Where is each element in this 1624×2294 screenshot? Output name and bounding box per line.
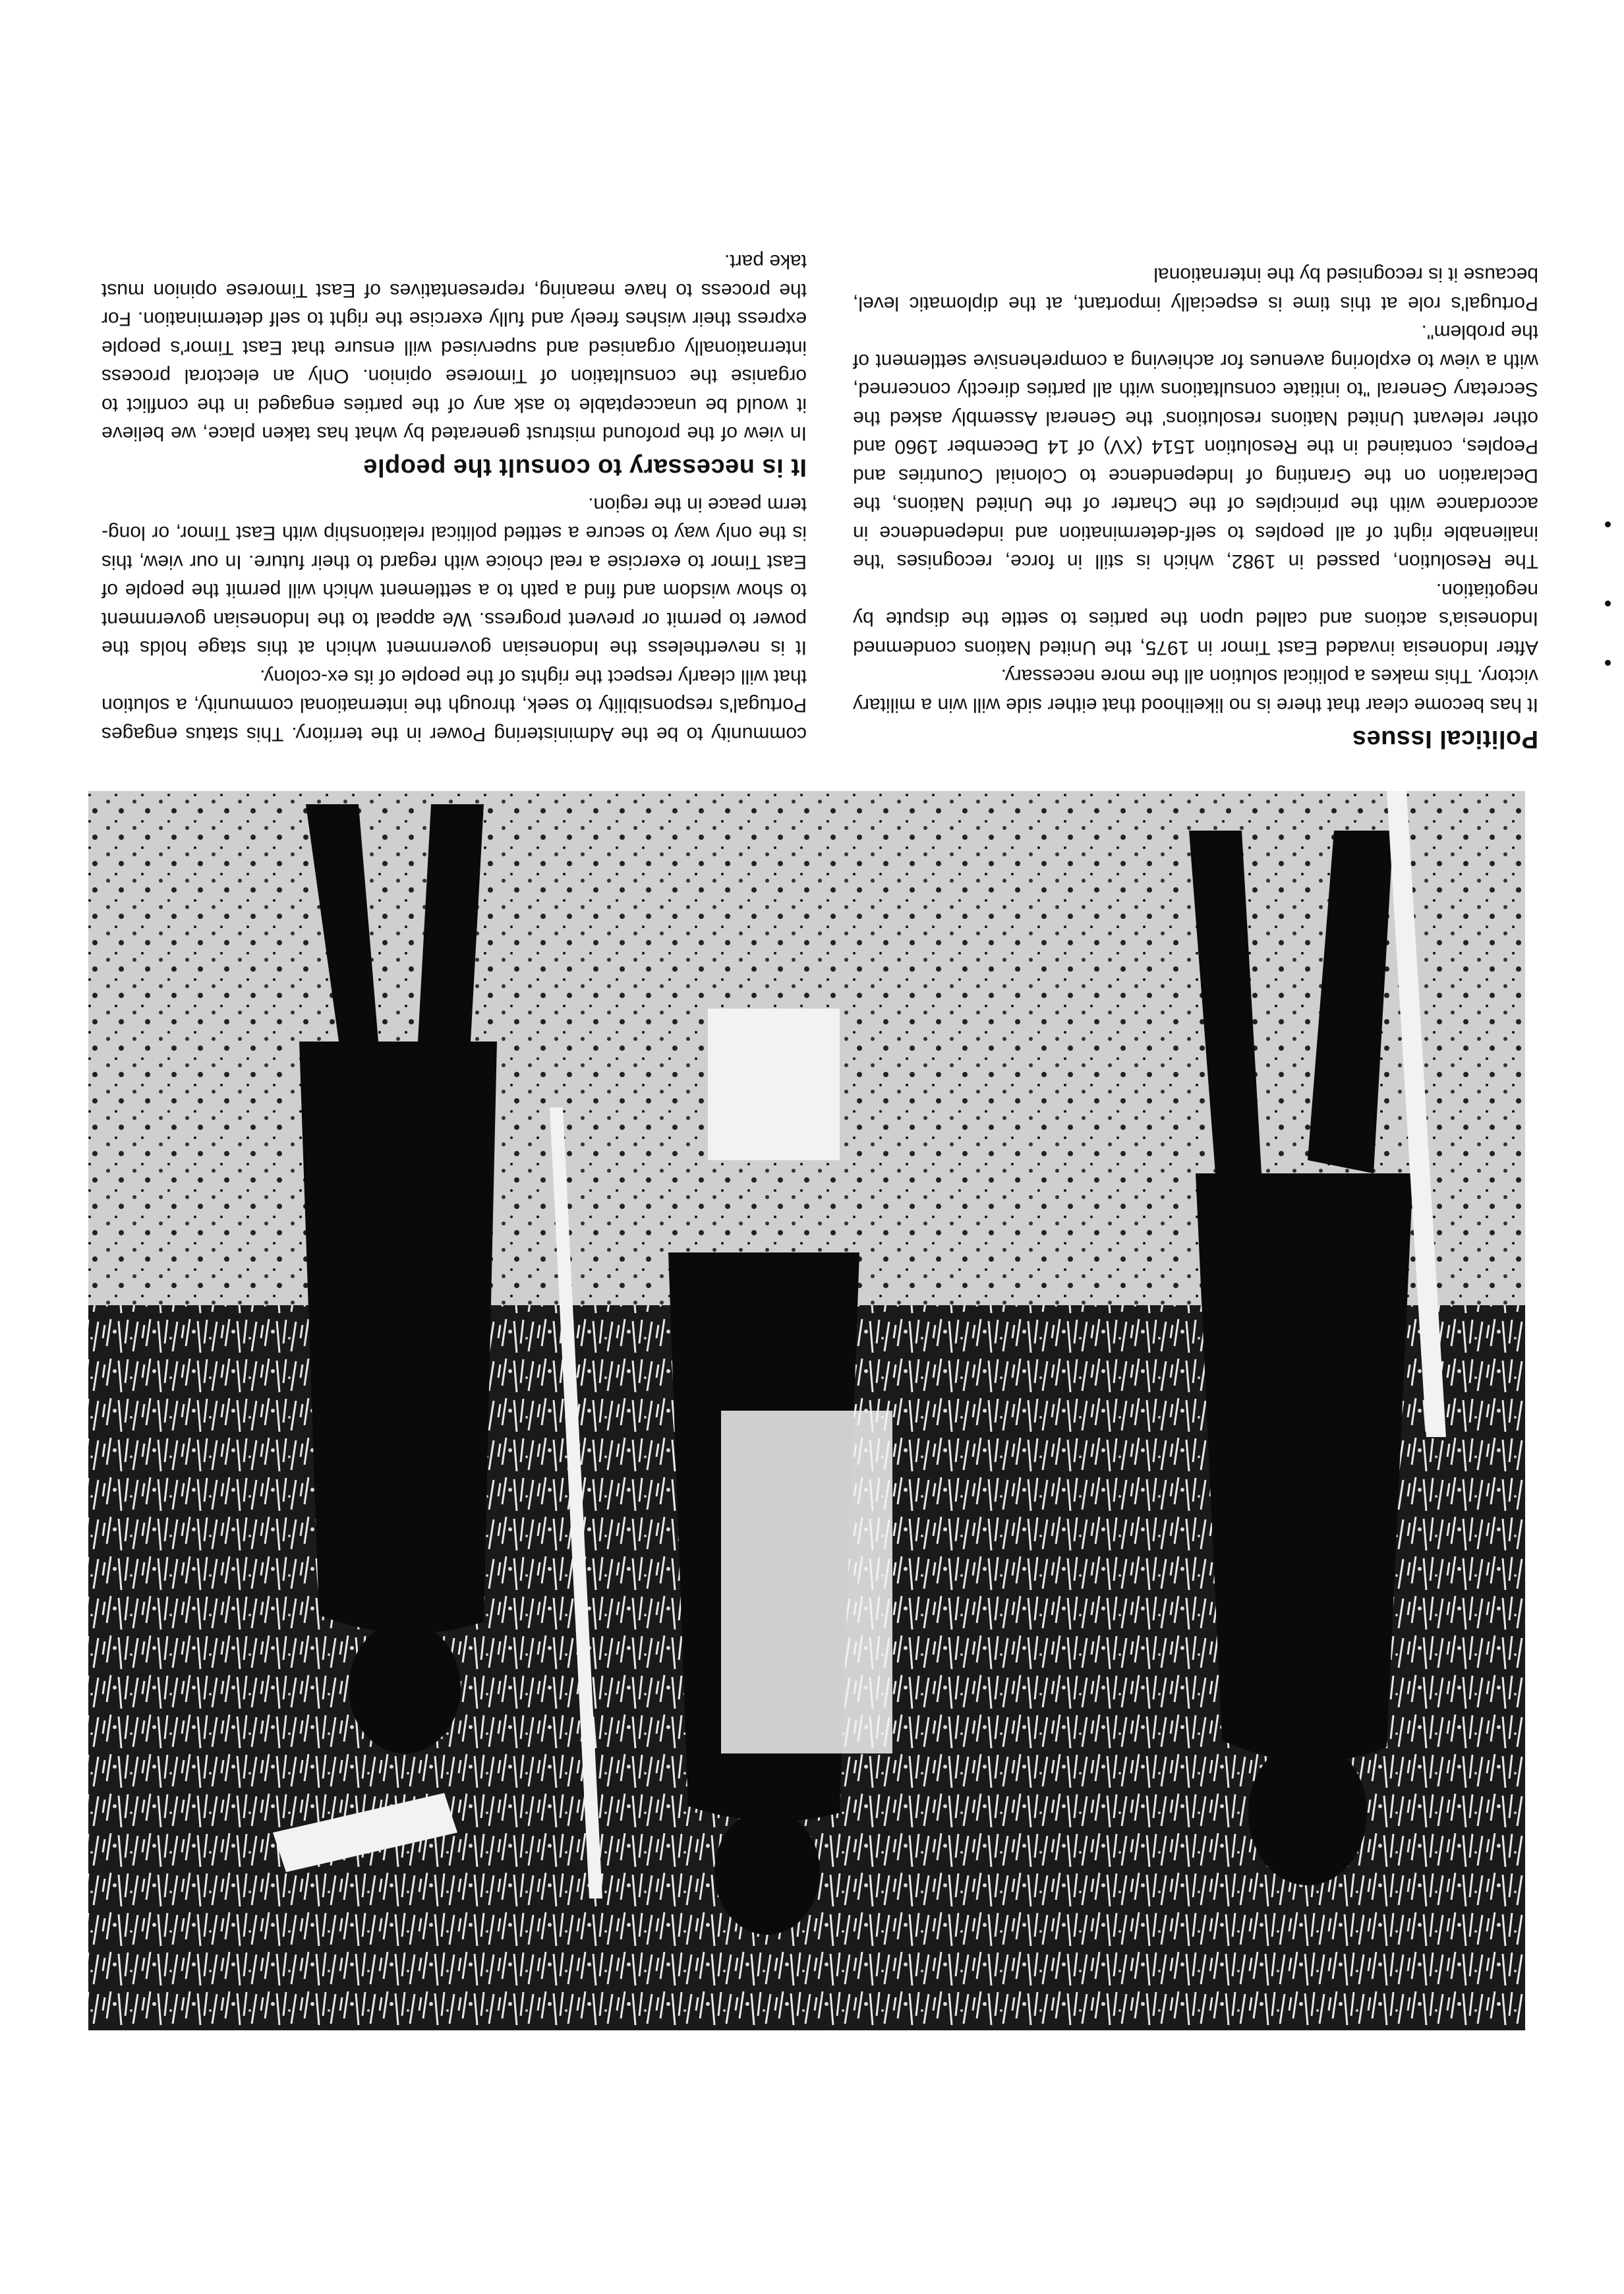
photograph-image [88,791,1525,2030]
political-issues-heading: Political Issues [1352,725,1538,753]
political-issues-paragraph-2: After Indonesia invaded East Timor in 1975, the United Nations condemned Indonesia's actions and called upon the parties to settle the dispute by negotiation. [853,579,1538,659]
scan-mark [1605,521,1611,527]
political-issues-column [853,260,1538,755]
photograph [88,791,1525,2030]
political-issues-paragraph-4: Portugal's role at this time is especially important, at the diplomatic level, because it is recognised by the international [853,264,1538,314]
political-issues-paragraph-3: The Resolution, passed in 1982, which is still in force, recognises 'the inalienable right of all peoples to self-determination and independence in accordance with the principles of the Charter of the United Nations, the Declaration on the Granting of Independence to Colonial Countries and Peoples, contained in the Resolution 1514 (XV) of 14 December 1960 and other relevant United Nations resolutions' the General Assembly asked the Secretary General "to initiate consultations with all parties directly concerned, with a view to exploring avenues for achieving a comprehensive settlement of the problem". [853,321,1538,573]
continuation-paragraph-2: It is nevertheless the Indonesian government which at this stage holds the power to permit or prevent progress. We appeal to the Indonesian government to show wisdom and find a path to a settlement which will permit the people of East Timor to exercise a real choice with regard to their future. In our view, this is the only way to secure a settled political relationship with East Timor, or long-term peace in the region. [102,494,807,659]
political-issues-paragraph-1: It has become clear that there is no likelihood that either side will win a military victory. This makes a political solution all the more necessary. [853,665,1538,716]
continuation-paragraph-1: community to be the Administering Power in the territory. This status engages Portugal's responsibility to seek, through the international community, a solution that will clearly respect the rights of the people of its ex-colony. [102,666,807,745]
consult-column [102,247,807,748]
scan-mark [1605,601,1611,606]
consult-heading: It is necessary to consult the people [362,454,807,482]
scan-mark [1605,660,1611,666]
consult-paragraph-1: In view of the profound mistrust generated by what has taken place, we believe it would be unacceptable to ask any of the parties engaged in the conflict to organise the consultation of Timorese opinion. Only an electoral process internationally organised and supervised will ensure that East Timor's people express their wishes freely and fully exercise the right to self determination. For the process to have meaning, representatives of East Timorese opinion must take part. [102,250,807,445]
